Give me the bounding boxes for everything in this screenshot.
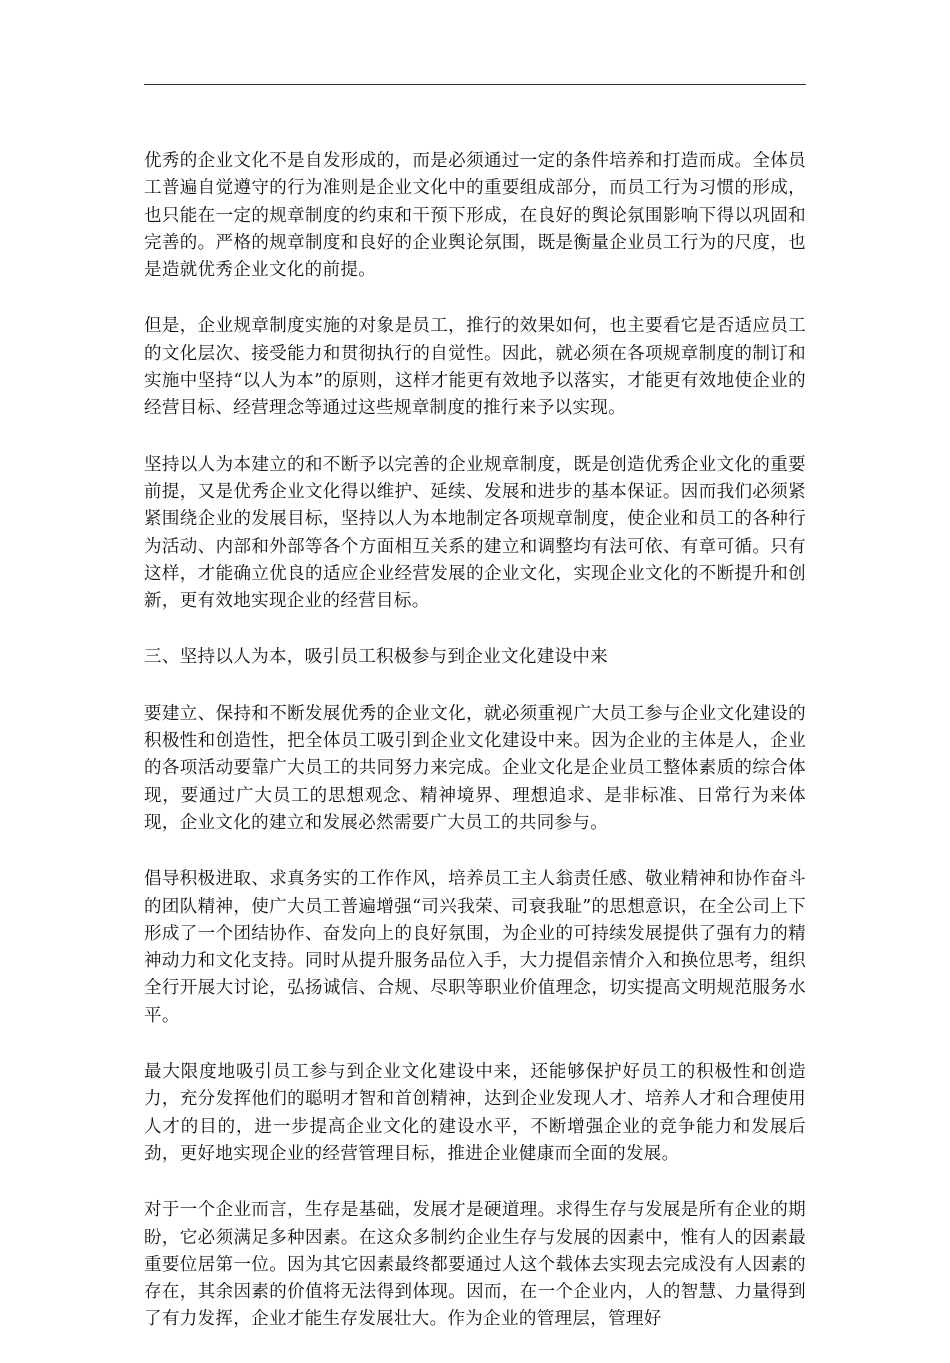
paragraph-6: 最大限度地吸引员工参与到企业文化建设中来，还能够保护好员工的积极性和创造力，充分发挥他们的聪明才智和首创精神，达到企业发现人才、培养人才和合理使用人才的目的，进一步提高企业文化的建设水平，不断增强企业的竞争能力和发展后劲，更好地实现企业的经营管理目标，推进企业健康而全面的发展。: [144, 1062, 806, 1164]
paragraph-4: 要建立、保持和不断发展优秀的企业文化，就必须重视广大员工参与企业文化建设的积极性和创造性，把全体员工吸引到企业文化建设中来。因为企业的主体是人，企业的各项活动要靠广大员工的共同努力来完成。企业文化是企业员工整体素质的综合体现，要通过广大员工的思想观念、精神境界、理想追求、是非标准、日常行为来体现，企业文化的建立和发展必然需要广大员工的共同参与。: [144, 703, 806, 833]
paragraph-2: 但是，企业规章制度实施的对象是员工，推行的效果如何，也主要看它是否适应员工的文化层次、接受能力和贯彻执行的自觉性。因此，就必须在各项规章制度的制订和实施中坚持“以人为本”的原则，这样才能更有效地予以落实，才能更有效地使企业的经营目标、经营理念等通过这些规章制度的推行来予以实现。: [144, 316, 806, 419]
section-heading: 三、坚持以人为本，吸引员工积极参与到企业文化建设中来: [144, 647, 609, 668]
header-rule: [144, 84, 806, 85]
paragraph-1: 优秀的企业文化不是自发形成的，而是必须通过一定的条件培养和打造而成。全体员工普遍自觉遵守的行为准则是企业文化中的重要组成部分，而员工行为习惯的形成，也只能在一定的规章制度的约束和干预下形成，在良好的舆论氛围影响下得以巩固和完善的。严格的规章制度和良好的企业舆论氛围，既是衡量企业员工行为的尺度，也是造就优秀企业文化的前提。: [144, 151, 806, 281]
paragraph-5: 倡导积极进取、求真务实的工作作风，培养员工主人翁责任感、敬业精神和协作奋斗的团队精神，使广大员工普遍增强“司兴我荣、司衰我耻”的思想意识，在全公司上下形成了一个团结协作、奋发向上的良好氛围，为企业的可持续发展提供了强有力的精神动力和文化支持。同时从提升服务品位入手，大力提倡亲情介入和换位思考，组织全行开展大讨论，弘扬诚信、合规、尽职等职业价值理念，切实提高文明规范服务水平。: [144, 869, 806, 1026]
paragraph-7: 对于一个企业而言，生存是基础，发展才是硬道理。求得生存与发展是所有企业的期盼，它必须满足多种因素。在这众多制约企业生存与发展的因素中，惟有人的因素最重要位居第一位。因为其它因素最终都要通过人这个载体去实现去完成没有人因素的存在，其余因素的价值将无法得到体现。因而，在一个企业内，人的智慧、力量得到了有力发挥，企业才能生存发展壮大。作为企业的管理层，管理好: [144, 1200, 806, 1330]
document-body: [144, 148, 806, 1363]
paragraph-3: 坚持以人为本建立的和不断予以完善的企业规章制度，既是创造优秀企业文化的重要前提，又是优秀企业文化得以维护、延续、发展和进步的基本保证。因而我们必须紧紧围绕企业的发展目标，坚持以人为本地制定各项规章制度，使企业和员工的各种行为活动、内部和外部等各个方面相互关系的建立和调整均有法可依、有章可循。只有这样，才能确立优良的适应企业经营发展的企业文化，实现企业文化的不断提升和创新，更有效地实现企业的经营目标。: [144, 454, 806, 612]
